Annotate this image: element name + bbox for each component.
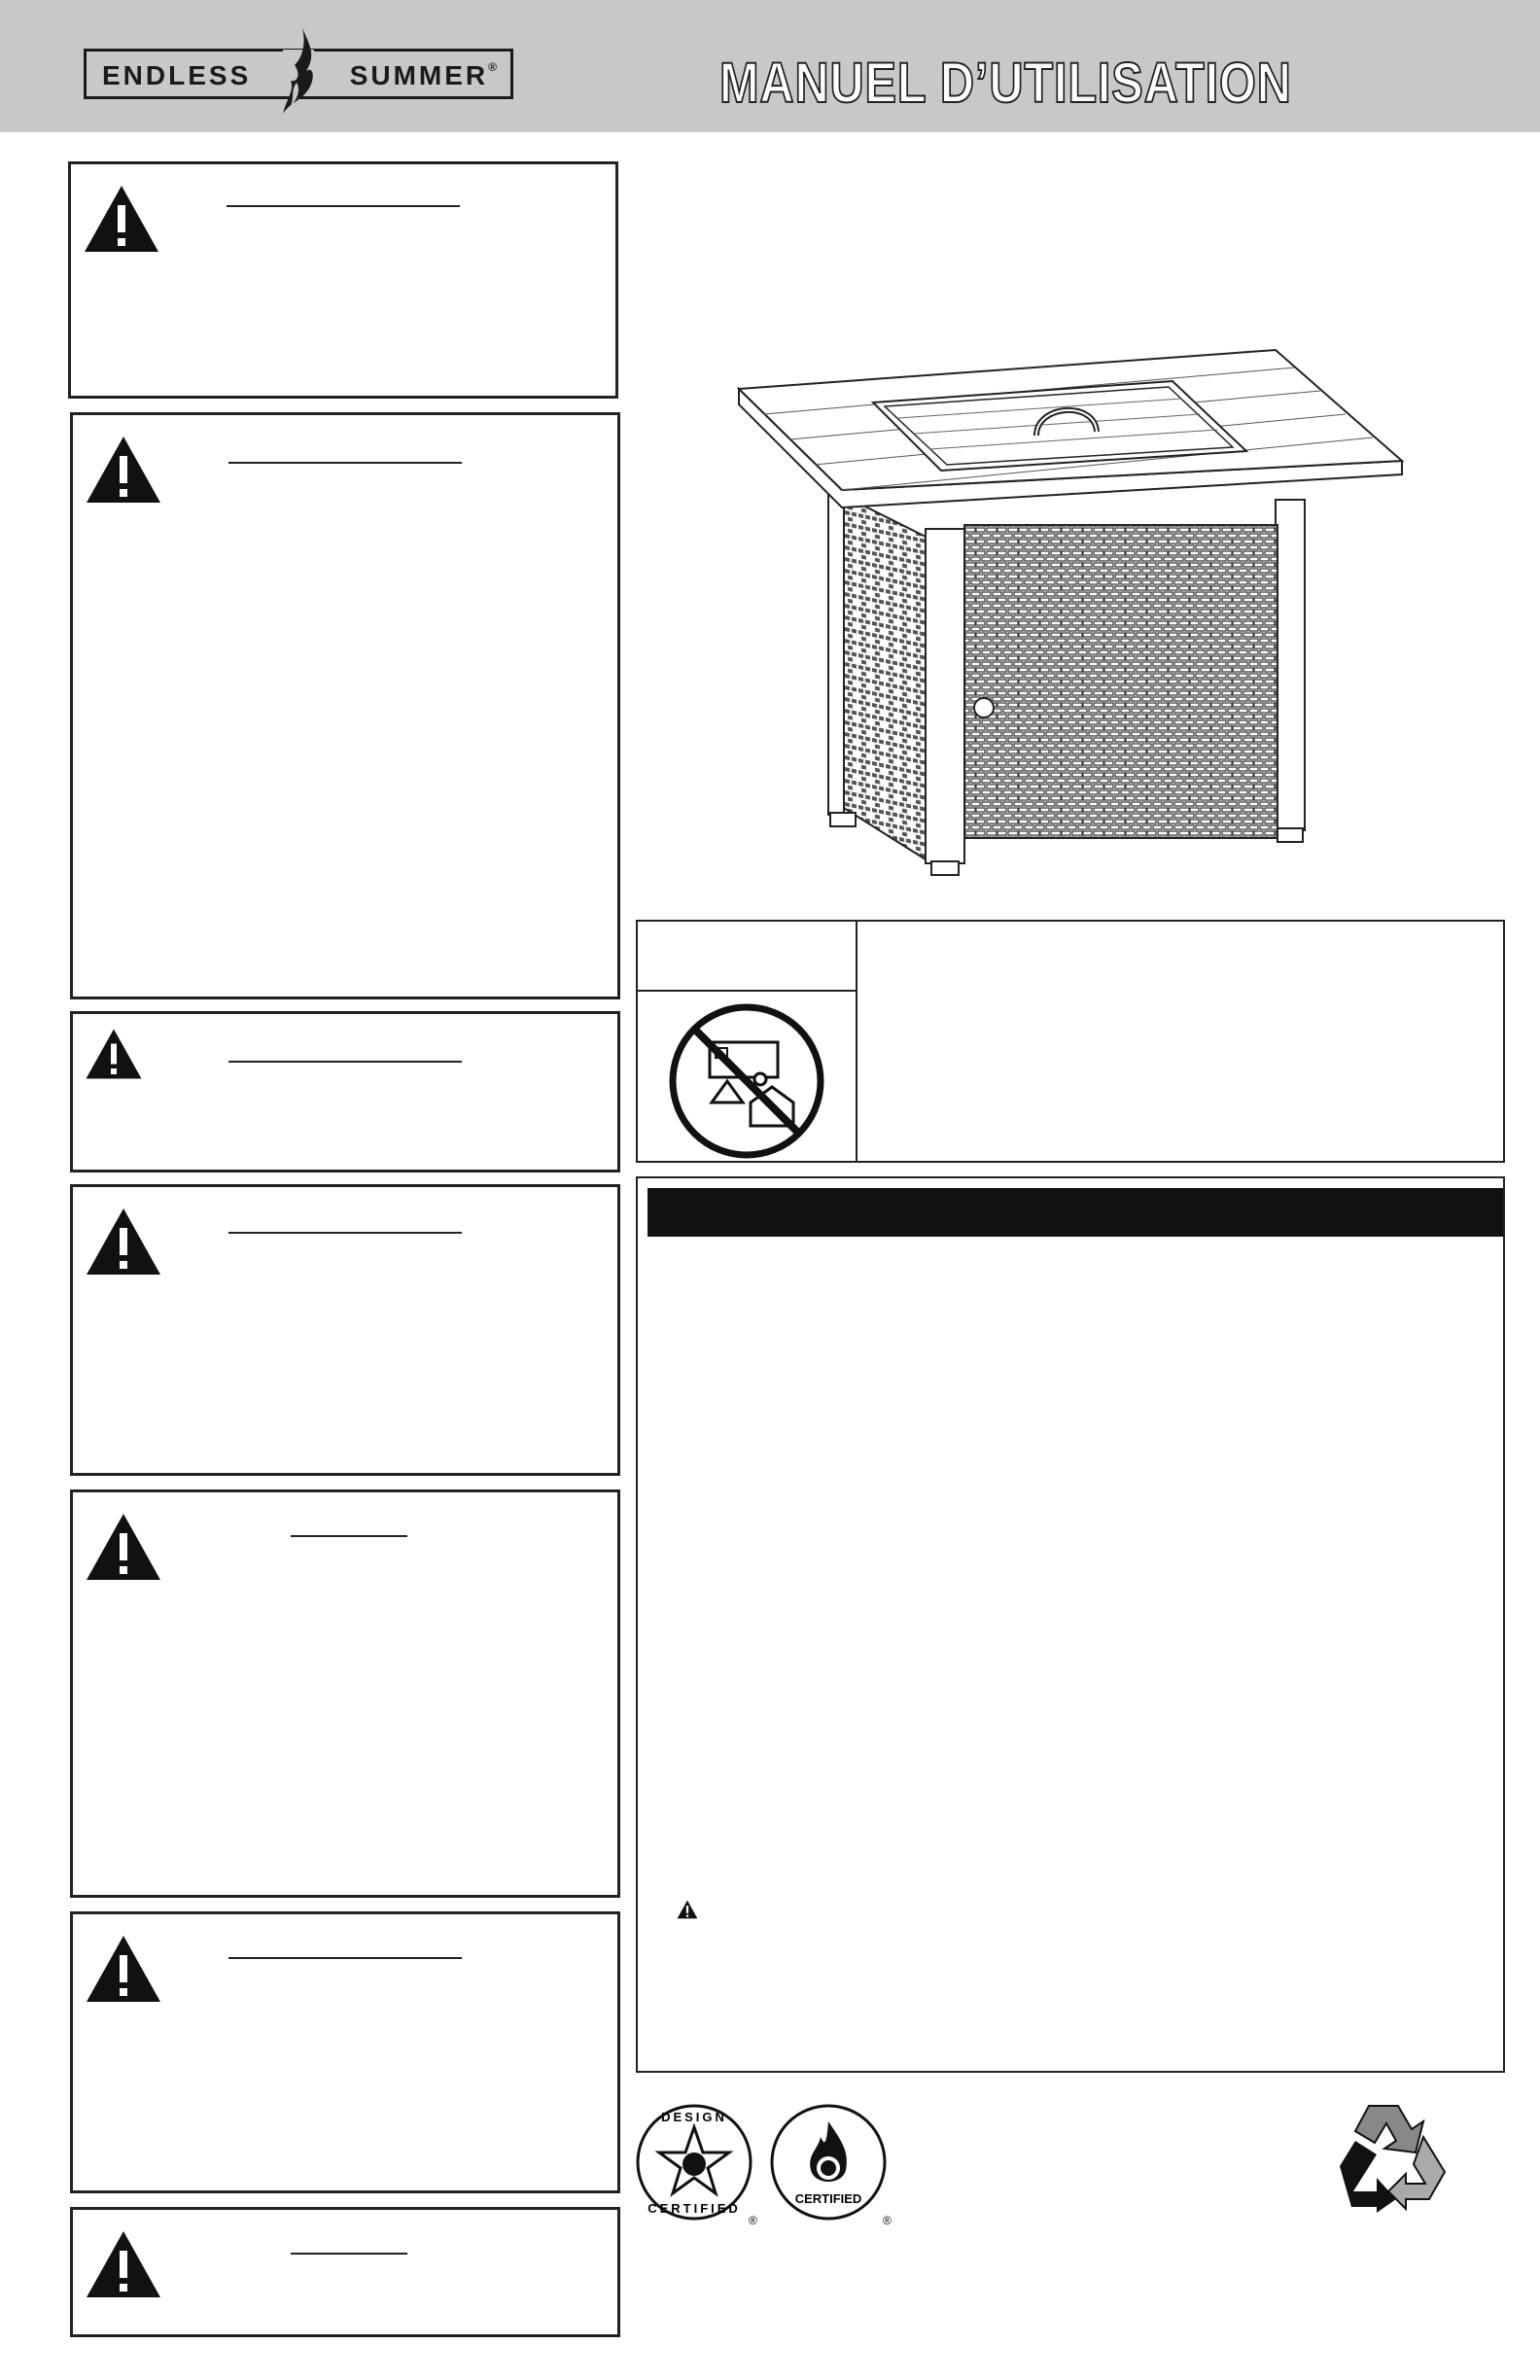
warning-triangle-icon bbox=[85, 435, 162, 505]
warning-triangle-icon bbox=[85, 1207, 162, 1277]
warning-box-2 bbox=[70, 412, 620, 999]
warning-heading-rule bbox=[228, 462, 462, 464]
warning-box-3 bbox=[70, 1011, 620, 1172]
flame-logo-icon bbox=[277, 26, 320, 116]
header-bar bbox=[0, 0, 1540, 132]
csa-certified-flame-icon bbox=[768, 2100, 894, 2228]
warning-triangle-icon bbox=[85, 1028, 143, 1080]
warning-heading-rule bbox=[227, 205, 460, 207]
recycle-icon bbox=[1334, 2098, 1454, 2215]
warning-box-1 bbox=[68, 161, 618, 399]
warning-triangle-icon bbox=[85, 1512, 162, 1582]
warning-box-4 bbox=[70, 1184, 620, 1476]
warning-heading-rule bbox=[228, 1232, 462, 1234]
page-title: MANUEL D’UTILISATION bbox=[719, 52, 1292, 115]
warning-heading-rule bbox=[228, 1061, 462, 1063]
warning-heading-rule bbox=[291, 1535, 407, 1537]
csa-design-certified-icon bbox=[634, 2100, 760, 2228]
brand-name-right: SUMMER® bbox=[349, 60, 497, 90]
brand-logo bbox=[84, 49, 513, 99]
warning-triangle-icon bbox=[85, 2229, 162, 2299]
main-safety-box bbox=[636, 1176, 1505, 2073]
fire-table-illustration bbox=[735, 346, 1406, 910]
cert-flame-registered-mark: ® bbox=[883, 2214, 892, 2227]
warning-box-5 bbox=[70, 1489, 620, 1898]
cert-design-label: DESIGN bbox=[661, 2110, 727, 2124]
no-rv-no-indoor-icon bbox=[667, 1001, 826, 1161]
warning-triangle-icon bbox=[85, 1934, 162, 2004]
warning-triangle-icon bbox=[83, 184, 160, 254]
warning-heading-rule bbox=[228, 1957, 462, 1959]
cert-certified-label: CERTIFIED bbox=[648, 2201, 741, 2216]
cert-flame-certified-label: CERTIFIED bbox=[794, 2191, 862, 2206]
warning-box-6 bbox=[70, 1911, 620, 2193]
brand-name-left: ENDLESS bbox=[102, 60, 252, 90]
safety-banner bbox=[648, 1188, 1503, 1237]
cert-registered-mark: ® bbox=[749, 2214, 757, 2227]
warning-heading-rule bbox=[291, 2253, 407, 2255]
prohibited-use-box bbox=[636, 920, 1505, 1163]
warning-triangle-icon bbox=[677, 1900, 698, 1919]
warning-box-7 bbox=[70, 2207, 620, 2337]
prohibited-use-icon-panel bbox=[638, 922, 858, 1161]
prohibited-use-header-cell bbox=[638, 922, 856, 992]
